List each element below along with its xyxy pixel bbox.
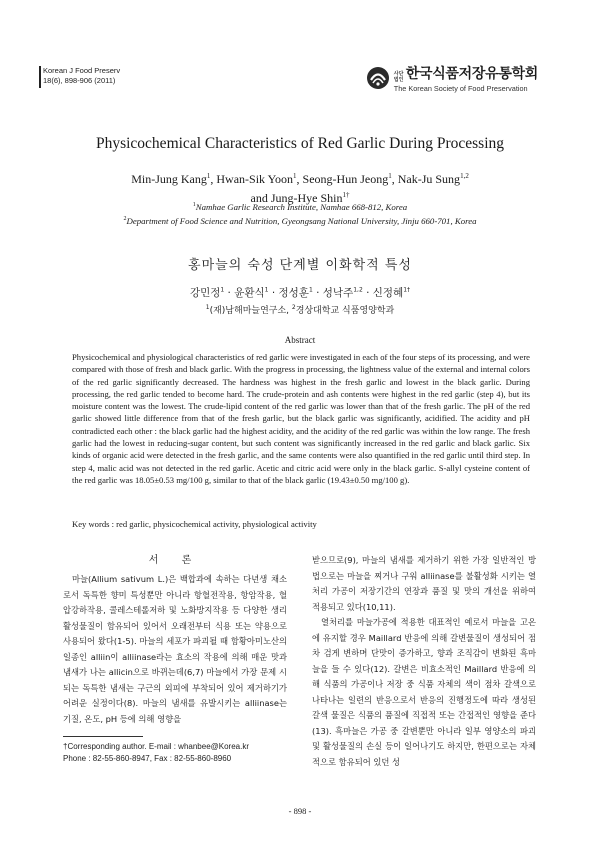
korean-author-sup: 1 [308,286,313,294]
korean-author-sup: 1 [264,286,269,294]
keywords-label: Key words : [72,519,117,529]
author-sup: 1 [293,172,297,180]
footnote-rule [63,736,143,737]
affiliations [0,199,600,227]
society-name-korean: 한국식품저장유통학회 [405,66,538,82]
author-sup: 1 [206,172,211,180]
korean-author: 성낙주 [322,287,354,299]
korean-author-list: 강민정$^1$ · 윤환식$^1$ · 정성훈$^1$ · 성낙주$^{1,2}$ · 신정혜$^{1\dagger}$ [189,286,411,299]
author-name: Min-Jung Kang [131,172,207,186]
section-heading-introduction: 서 론 [148,555,202,566]
affiliation-2 [0,213,600,227]
author-name: Jung-Hye Shin [270,191,343,205]
korean-affiliations [0,303,600,316]
affiliation-text: Namhae Garlic Research Institute, Namhae 668-812, Korea [195,201,408,212]
affiliation-sup: 1 [192,202,196,208]
journal-bar [39,66,41,88]
paper-title: Physicochemical Characteristics of Red Garlic During Processing [95,135,505,152]
abstract-text: Physicochemical and physiological characteristics of red garlic were investigated in each of the four steps of its processing, and were compared with those of fresh and black garlic. With the progress in processing, the lightness value of the external and internal colors of the red garlic significantly decreased. The hardness was highest in the fresh garlic and lowest in the black garlic. During processing, the red garlic tended to become hard. The crude-protein and ash contents were highest in the red garlic (step 4), but its moisture content was the lowest. The crude-lipid content of the red garlic was lower than that of the fresh garlic. The pH of the red garlic showed little difference from that of the fresh garlic, but the black garlic was significantly, acidified. The acidity and pH contradicted each other : the black garlic had the highest acidity, and the acidity of the red garlic was within the low range. The fresh garlic had the lowest in reducing-sugar content, but such content was significantly increased in the red garlic and black garlic. Six kinds of organic acid were detected in the fresh garlic, and the same contents were also quantified in the red garlic until third step. In step 4, malic acid was not detected in the red garlic. Acetic and citric acid were only in the black garlic. S-allyl cysteine content of the red garlic was 18.05±0.53 mg/100 g, similar to that of the black garlic (19.43±0.50 mg/100 g). [72,352,530,485]
body-right-column [312,553,536,770]
footnote-phone: Phone : 82-55-860-8947, Fax : 82-55-860-8960 [63,754,232,763]
affiliation-text: Department of Food Science and Nutrition, Gyeongsang National University, Jinju 660-701, Korea [126,215,477,226]
abstract-heading: Abstract [284,335,316,345]
keywords [72,519,530,529]
society-name-english: The Korean Society of Food Preservation [393,84,528,93]
society-header [366,63,538,93]
society-logo-icon [366,66,390,90]
author-sup: 1,2 [460,172,469,180]
body-paragraph: 열처리를 마늘가공에 적용한 대표적인 예로서 마늘을 고온에 유지할 경우 Maillard 반응에 의해 갈변물질이 생성되어 점차 검게 변하며 단맛이 증가하고, 향과 조직감이 변화된 흑마늘을 들 수 있다(12). 갈변은 비효소적인 Maillard 반응에 의해 식품의 가공이나 저장 중 식품 자체의 색이 점차 갈색으로 나타나는 일련의 반응으로서 반응의 진행정도에 따라 생성된 갈색 물질은 식품의 품질에 직접적 또는 간접적인 영향을 준다(13). 흑마늘은 가공 중 갈변뿐만 아니라 일부 영양소의 파괴 및 활성물질의 손실 등이 일어나기도 하지만, 한편으로는 자체적으로 함유되어 있던 성 [312,617,536,767]
author-sup: 1† [342,191,350,199]
author-name: Seong-Hun Jeong [302,172,389,186]
affiliation-1 [0,199,600,213]
korean-author: 윤환식 [234,287,265,299]
body-paragraph: 마늘(Allium sativum L.)은 백합과에 속하는 다년생 채소로서 독특한 향미 특성뿐만 아니라 항혈전작용, 항암작용, 혈압강하작용, 콜레스테롤저하 및 노화방지작용 등 다양한 생리활성물질이 함유되어 있어서 오래전부터 식용 또는 약용으로 사용되어 왔다(1-5). 마늘의 세포가 파괴될 때 함황아미노산의 일종인 alliin이 alliinase라는 효소의 작용에 의해 매운 맛과 냄새가 나는 allicin으로 바뀌는데(6,7) 마늘에서 가장 문제 시 되는 독특한 냄새는 구근의 외피에 부착되어 있어 제거하기가 어려운 실정이다(8). 마늘의 냄새를 유발시키는 alliinase는 기질, 온도, pH 등에 의해 영향을 [63,574,287,724]
author-line-1: Min-Jung Kang$^1$, Hwan-Sik Yoon$^1$, Seong-Hun Jeong$^1$, Nak-Ju Sung$^{1,2}$ [131,172,469,186]
korean-affiliation-text: 경상대학교 식품영양학과 [295,306,395,316]
korean-author-sup: 1† [403,286,411,294]
korean-affiliation-text: (재)남해마늘연구소, [209,306,292,316]
author-name: Hwan-Sik Yoon [216,172,294,186]
body-left-column [63,553,287,727]
korean-author-sup: 1 [220,286,225,294]
korean-title: 홍마늘의 숙성 단계별 이화학적 특성 [188,258,412,273]
footnote-email: †Corresponding author. E-mail : whanbee@Korea.kr [63,742,249,751]
journal-info [43,66,120,86]
korean-author: 신정혜 [372,287,404,299]
korean-affiliation-sup: 2 [291,304,296,311]
korean-author-sup: 1,2 [353,286,363,294]
journal-volume: 18(6), 898-906 (2011) [43,76,116,85]
society-tag: 사단법인 [393,71,404,83]
keywords-text: red garlic, physicochemical activity, physiological activity [116,519,317,529]
author-connector: and [250,191,268,205]
korean-author: 정성훈 [278,287,309,299]
affiliation-sup: 2 [123,215,127,222]
body-paragraph: 받으므로(9), 마늘의 냄새를 제거하기 위한 가장 일반적인 방법으로는 마늘을 찌거나 구워 alliinase를 불활성화 시키는 열처리 가공이 저장기간의 연장과 품질 및 맛의 개선을 위하여 적용되고 있다(10,11). [312,555,536,612]
author-sup: 1 [388,172,392,180]
korean-author: 강민정 [189,287,221,299]
author-name: Nak-Ju Sung [397,172,461,186]
journal-name: Korean J Food Preserv [43,66,121,75]
page-number: - 898 - [288,806,312,816]
corresponding-author-footnote [63,741,249,765]
korean-affiliation-sup: 1 [205,304,210,311]
